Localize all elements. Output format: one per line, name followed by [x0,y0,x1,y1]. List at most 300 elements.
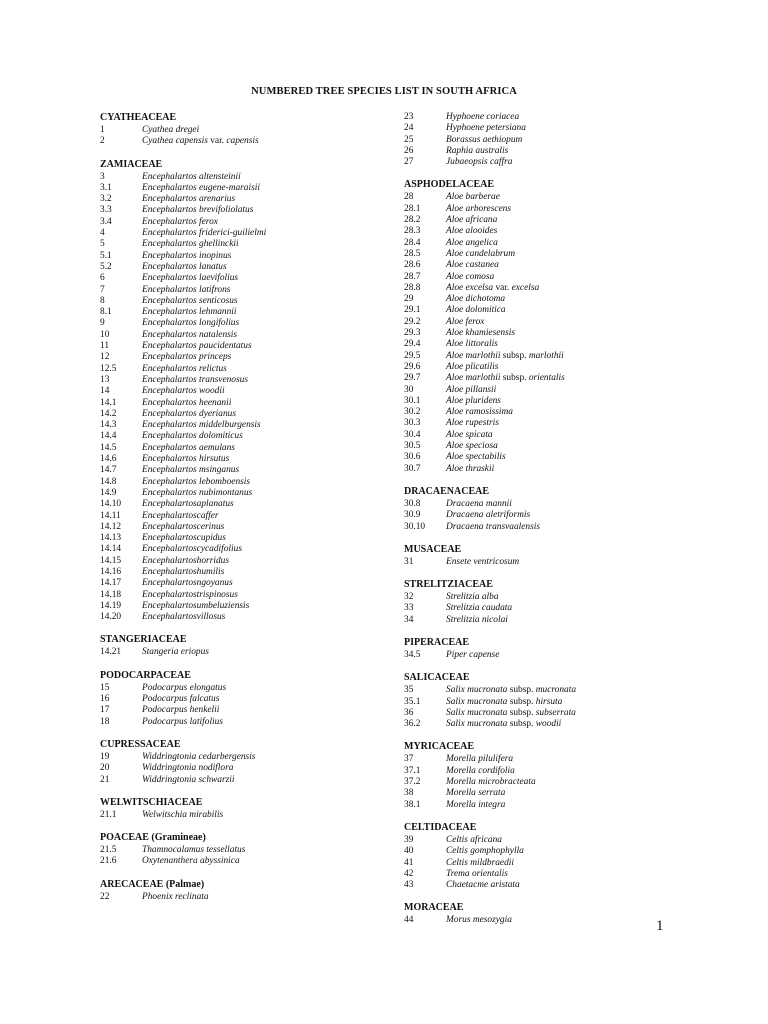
species-name [446,294,505,305]
species-binomial: Aloe ferox [446,316,485,327]
species-row [100,228,400,239]
species-row [404,283,704,294]
species-binomial: Strelitzia caudata [446,603,513,614]
species-number: 17 [100,705,110,716]
species-number: 21.5 [100,845,117,856]
species-binomial: Aloe castanea [446,260,499,271]
species-name [142,647,209,658]
species-row [100,752,400,763]
species-name [142,752,255,763]
species-binomial: Encephalartos paucidentatus [142,341,252,352]
species-row [404,650,704,661]
species-name [142,612,225,623]
species-name [142,136,259,147]
species-number: 14.2 [100,408,117,419]
species-row [100,375,400,386]
species-row [404,272,704,283]
species-binomial: Celtis africana [446,834,502,845]
species-name [446,135,522,146]
species-number: 28.8 [404,282,421,293]
species-number: 35.1 [404,696,421,707]
species-row [404,226,704,237]
species-binomial: Encephalartosaplanatus [142,499,234,510]
species-row [100,511,400,522]
species-row [404,766,704,777]
family-heading-stangeriaceae: STANGERIACEAE [100,634,187,646]
species-binomial: Encephalartos friderici-guilielmi [142,228,267,239]
species-number: 14.3 [100,420,117,431]
species-binomial: Encephalartos ferox [142,216,218,227]
species-binomial: Aloe arborescens [446,203,512,214]
species-row [100,420,400,431]
species-number: 37 [404,754,414,765]
species-name [446,777,536,788]
species-binomial: Aloe speciosa [446,441,498,452]
species-binomial: Encephalartos heenanii [142,397,232,408]
species-number: 28.1 [404,203,421,214]
species-row [100,352,400,363]
species-number: 29.5 [404,350,421,361]
species-row [100,477,400,488]
family-heading-moraceae: MORACEAE [404,902,464,914]
species-binomial: Encephalartos altensteinii [142,171,241,182]
family-heading-poaceae-gramineae: POACEAE (Gramineae) [100,832,206,844]
species-number: 3.4 [100,216,112,227]
species-number: 26 [404,145,414,156]
species-row [404,215,704,226]
species-name [446,283,539,294]
species-number: 3.3 [100,205,112,216]
species-row [100,239,400,250]
species-row [100,364,400,375]
species-row [100,183,400,194]
species-name [142,183,260,194]
species-row [404,317,704,328]
species-name [446,146,508,157]
species-name [446,373,565,384]
species-binomial: Strelitzia nicolai [446,614,508,625]
species-binomial: Encephalartos transvenosus [142,374,248,385]
species-binomial: Oxytenanthera abyssinica [142,856,240,867]
left-column [100,112,400,903]
species-name [446,407,513,418]
species-binomial: Aloe plicatilis [446,361,499,372]
species-binomial: Aloe marlothii [446,350,501,361]
species-name [446,603,512,614]
family-heading-cupressaceae: CUPRESSACEAE [100,738,181,750]
species-binomial: Ensete ventricosum [446,556,520,567]
species-binomial: Encephalartos woodii [142,386,225,397]
species-binomial: Jubaeopsis caffra [446,157,513,168]
species-number: 30.10 [404,521,426,532]
species-name [446,452,506,463]
family-heading-podocarpaceae: PODOCARPACEAE [100,669,191,681]
species-number: 43 [404,880,414,891]
species-number: 30.7 [404,463,421,474]
species-binomial: Aloe alooides [446,226,498,237]
species-number: 7 [100,284,105,295]
species-name [142,443,235,454]
species-binomial: Widdringtonia nodiflora [142,763,234,774]
species-binomial: Aloe angelica [446,237,498,248]
species-number: 14.13 [100,533,122,544]
species-number: 14.12 [100,521,122,532]
species-number: 14.19 [100,600,122,611]
species-row [404,249,704,260]
species-binomial: Trema orientalis [446,868,508,879]
species-binomial: Encephalartoshumilis [142,566,225,577]
species-binomial: Salix mucronata [446,685,508,696]
family-heading-celtidaceae: CELTIDACEAE [404,821,477,833]
species-binomial: Morella pilulifera [446,754,514,765]
species-name [142,845,245,856]
species-row [100,683,400,694]
species-binomial: Aloe comosa [446,271,495,282]
species-binomial: Encephalartos arenarius [142,194,236,205]
species-number: 14.14 [100,544,122,555]
species-binomial: Aloe pluridens [446,395,501,406]
species-binomial: Encephalartos dyerianus [142,408,236,419]
species-name [142,499,234,510]
infraspecific-rank: subsp. [509,719,534,730]
species-name [142,892,209,903]
family-heading-welwitschiaceae: WELWITSCHIACEAE [100,796,203,808]
family-heading-strelitziaceae: STRELITZIACEAE [404,579,493,591]
species-binomial: Encephalartosvillosus [142,612,226,623]
species-row [404,418,704,429]
species-row [404,339,704,350]
family-heading-zamiaceae: ZAMIACEAE [100,158,163,170]
species-number: 29.3 [404,328,421,339]
species-name [142,567,224,578]
species-number: 14.4 [100,431,117,442]
species-row [100,386,400,397]
species-row [100,330,400,341]
species-binomial: Morella integra [446,799,506,810]
species-binomial: Encephalartos nubimontanus [142,487,253,498]
species-name [142,556,229,567]
species-row [100,409,400,420]
species-number: 21 [100,774,110,785]
species-number: 30.4 [404,429,421,440]
right-column [404,112,704,927]
species-number: 16 [100,694,110,705]
species-binomial: Aloe dichotoma [446,294,506,305]
species-binomial: Welwitschia mirabilis [142,809,224,820]
species-binomial: Piper capense [446,649,500,660]
species-row [100,845,400,856]
page-number: 1 [656,918,664,934]
species-binomial: Dracaena aletriformis [446,510,531,521]
species-binomial: Widdringtonia schwarzii [142,774,235,785]
species-number: 14.15 [100,555,122,566]
infraspecific-rank: subsp. [502,373,527,384]
species-number: 29.1 [404,305,421,316]
species-binomial: Encephalartos brevifoliolatus [142,205,254,216]
infraspecific-rank: subsp. [509,707,534,718]
family-heading-cyatheaceae: CYATHEACEAE [100,112,177,123]
species-binomial: Encephalartos senticosus [142,295,238,306]
species-row [404,697,704,708]
species-name [446,362,498,373]
species-name [446,615,508,626]
species-binomial: Aloe pillansii [446,384,497,395]
species-name [142,364,227,375]
species-binomial: Morus mesozygia [446,915,512,926]
species-number: 5.2 [100,261,112,272]
species-name [446,880,520,891]
species-name [446,754,513,765]
family-heading-myricaceae: MYRICACEAE [404,741,474,753]
species-binomial: Hyphoene coriacea [446,112,520,122]
species-row [404,846,704,857]
species-name [142,763,233,774]
species-name [446,317,484,328]
species-number: 24 [404,123,414,134]
species-binomial: Raphia australis [446,145,509,156]
infraspecific-epithet: woodii [535,719,562,730]
species-row [404,685,704,696]
species-number: 8.1 [100,307,112,318]
family-heading-piperaceae: PIPERACEAE [404,636,470,648]
species-number: 3.2 [100,194,112,205]
species-name [446,464,494,475]
species-name [142,717,223,728]
species-row [100,262,400,273]
species-binomial: Encephalartos aemulans [142,442,235,453]
species-number: 34 [404,614,414,625]
species-binomial: Strelitzia alba [446,592,499,603]
species-number: 36 [404,707,414,718]
family-heading-dracaenaceae: DRACAENACEAE [404,485,490,497]
species-name [142,694,219,705]
species-number: 20 [100,763,110,774]
species-binomial: Widdringtonia cedarbergensis [142,751,256,762]
species-binomial: Aloe dolomitica [446,305,506,316]
page-title: NUMBERED TREE SPECIES LIST IN SOUTH AFRICA [251,86,517,97]
species-row [404,407,704,418]
species-number: 30.8 [404,498,421,509]
infraspecific-rank: subsp. [509,685,534,696]
species-row [404,351,704,362]
species-number: 42 [404,868,414,879]
species-binomial: Encephalartoshorridus [142,555,229,566]
species-number: 14.16 [100,566,122,577]
species-row [100,533,400,544]
species-row [404,294,704,305]
species-name [446,869,508,880]
species-row [404,385,704,396]
species-binomial: Encephalartos princeps [142,352,232,363]
species-number: 14.6 [100,454,117,465]
infraspecific-rank: var. [210,136,225,147]
species-name [142,205,253,216]
species-number: 14.20 [100,612,122,623]
species-name [446,858,514,869]
species-row [404,557,704,568]
species-number: 30.1 [404,395,421,406]
species-row [404,603,704,614]
species-binomial: Celtis mildbraedii [446,857,514,868]
species-name [446,238,498,249]
species-binomial: Cyathea dregei [142,125,200,135]
species-number: 33 [404,603,414,614]
species-binomial: Encephalartos lebomboensis [142,476,251,487]
species-row [404,305,704,316]
species-name [142,330,237,341]
species-binomial: Aloe barberae [446,192,500,203]
species-binomial: Aloe rupestris [446,418,499,429]
species-name [446,260,499,271]
species-number: 10 [100,329,110,340]
species-binomial: Encephalartos lanatus [142,261,227,272]
species-binomial: Encephalartos latifrons [142,284,231,295]
species-number: 41 [404,857,414,868]
family-heading-asphodelaceae: ASPHODELACEAE [404,179,495,191]
species-number: 6 [100,273,105,284]
species-name [142,533,226,544]
infraspecific-epithet: hirsuta [535,696,563,707]
species-number: 9 [100,318,105,329]
species-name [446,522,540,533]
species-binomial: Encephalartoscupidus [142,533,226,544]
species-binomial: Aloe africana [446,215,498,226]
species-row [404,788,704,799]
species-name [142,465,239,476]
species-row [100,810,400,821]
species-binomial: Stangeria eriopus [142,647,209,658]
species-row [404,192,704,203]
species-number: 5 [100,239,105,250]
species-name [446,650,499,661]
species-number: 28.2 [404,215,421,226]
species-name [446,249,515,260]
species-number: 21.6 [100,856,117,867]
species-row [100,590,400,601]
species-number: 37.2 [404,777,421,788]
species-number: 14.1 [100,397,117,408]
species-number: 3.1 [100,182,112,193]
species-row [100,318,400,329]
infraspecific-epithet: excelsa [511,282,540,293]
species-binomial: Encephalartosngoyanus [142,578,233,589]
species-number: 36.2 [404,719,421,730]
species-name [142,262,227,273]
family-heading-arecaceae-palmae: ARECACEAE (Palmae) [100,878,205,890]
species-row [100,775,400,786]
species-row [404,430,704,441]
species-number: 14.11 [100,510,121,521]
species-row [100,273,400,284]
species-row [100,612,400,623]
species-binomial: Encephalartos ghellinckii [142,239,239,250]
infraspecific-epithet: marlothii [528,350,564,361]
species-binomial: Encephalartosumbeluziensis [142,600,250,611]
species-row [100,578,400,589]
species-number: 18 [100,716,110,727]
species-name [142,431,243,442]
species-row [404,204,704,215]
species-name [142,578,233,589]
species-row [404,754,704,765]
species-row [100,488,400,499]
species-row [404,260,704,271]
species-binomial: Podocarpus henkelii [142,705,220,716]
species-binomial: Hyphoene petersiana [446,123,526,134]
species-number: 32 [404,592,414,603]
species-row [404,869,704,880]
species-binomial: Salix mucronata [446,707,508,718]
species-binomial: Aloe excelsa [446,282,494,293]
species-number: 34.5 [404,649,421,660]
species-binomial: Encephalartos msinganus [142,465,240,476]
species-number: 35 [404,685,414,696]
species-row [100,522,400,533]
species-name [142,683,226,694]
species-binomial: Phoenix reclinata [142,891,209,902]
species-name [142,273,238,284]
species-name [446,800,505,811]
species-name [446,592,499,603]
species-binomial: Encephalartoscycadifolius [142,544,242,555]
species-number: 29.7 [404,373,421,384]
species-row [100,705,400,716]
species-row [404,328,704,339]
species-number: 3 [100,171,105,182]
species-number: 29.4 [404,339,421,350]
species-name [446,697,562,708]
species-binomial: Encephalartos lehmannii [142,307,237,318]
species-name [446,351,564,362]
species-binomial: Morella microbracteata [446,777,536,788]
species-row [404,835,704,846]
species-name [446,846,524,857]
species-number: 29.2 [404,316,421,327]
species-number: 23 [404,112,414,122]
species-name [142,454,229,465]
species-name [142,601,249,612]
species-number: 38.1 [404,799,421,810]
species-binomial: Salix mucronata [446,719,508,730]
species-row [404,396,704,407]
species-number: 28.5 [404,248,421,259]
species-number: 38 [404,788,414,799]
species-name [142,228,266,239]
species-name [446,766,515,777]
species-binomial: Encephalartos inopinus [142,250,232,261]
species-name [142,810,223,821]
species-name [446,430,493,441]
species-binomial: Salix mucronata [446,696,508,707]
species-name [142,398,231,409]
species-name [142,420,261,431]
species-row [100,217,400,228]
species-row [100,856,400,867]
species-number: 30.5 [404,441,421,452]
species-binomial: Dracaena transvaalensis [446,521,541,532]
species-name [142,409,236,420]
species-row [404,441,704,452]
species-name [142,194,235,205]
species-row [404,135,704,146]
species-number: 15 [100,682,110,693]
species-name [446,915,512,926]
species-name [142,251,231,262]
species-number: 14.9 [100,487,117,498]
species-name [446,226,497,237]
species-number: 30.3 [404,418,421,429]
species-row [100,172,400,183]
